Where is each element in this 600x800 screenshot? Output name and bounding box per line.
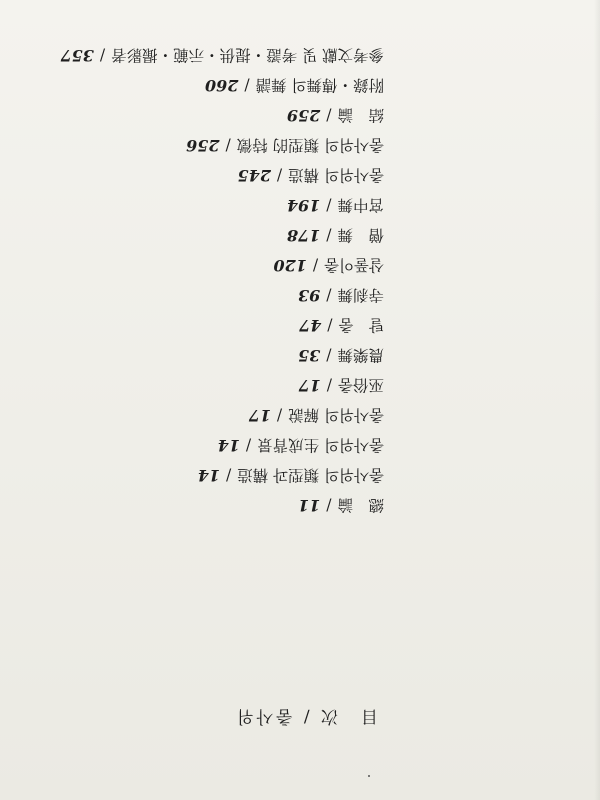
toc-entry-separator: /: [326, 106, 332, 124]
toc-entry-title: 宮中舞: [337, 196, 384, 214]
toc-entry-separator: /: [326, 376, 333, 394]
toc-entry-separator: /: [276, 406, 283, 424]
toc-title: 目 次 / 춤사위: [234, 706, 378, 726]
toc-entry-title: 춤사위의 類型的 特徵: [236, 136, 384, 154]
toc-entry-separator: /: [226, 466, 232, 484]
toc-entry-page-number: 14: [217, 436, 240, 455]
toc-entry-page-number: 93: [297, 286, 321, 305]
toc-entry-title: 巫俗춤: [338, 376, 384, 394]
toc-entry: [61, 430, 384, 460]
toc-entry-page-number: 194: [286, 196, 321, 215]
toc-entry-page-number: 245: [237, 166, 271, 185]
toc-entry: [61, 130, 384, 160]
toc-entry-title: 춤사위의 解說: [288, 406, 384, 424]
toc-entry: [61, 490, 384, 520]
toc-entry-separator: /: [326, 286, 332, 304]
toc-entry: [61, 400, 384, 430]
toc-entry-title: 춤사위의 類型과 構造: [237, 466, 384, 484]
toc-entry-title: 參考文獻 및 考證・提供・示範・撮影者: [111, 46, 384, 64]
toc-entry: [61, 370, 384, 400]
toc-entry-separator: /: [326, 226, 332, 244]
toc-entry-separator: /: [99, 46, 106, 64]
toc-entry: [61, 70, 384, 100]
toc-entry: [61, 160, 384, 190]
toc-entry-separator: /: [245, 436, 252, 454]
toc-entry-page-number: 11: [297, 496, 321, 515]
toc-entry-title: 農樂舞: [337, 346, 384, 364]
toc-entry-separator: /: [244, 76, 250, 94]
toc-entry-separator: /: [326, 196, 332, 214]
toc-list: [61, 40, 384, 520]
toc-entry-separator: /: [327, 316, 333, 334]
toc-entry: [61, 100, 384, 130]
toc-entry: [61, 340, 384, 370]
toc-entry: [61, 40, 384, 70]
toc-entry: [61, 310, 384, 340]
toc-entry-page-number: 17: [298, 376, 321, 395]
toc-entry-page-number: 259: [286, 106, 321, 125]
toc-entry-page-number: 47: [299, 316, 322, 335]
toc-entry-title: 살풀이춤: [324, 256, 384, 274]
toc-entry-separator: /: [276, 166, 283, 184]
toc-entry-separator: /: [312, 256, 319, 274]
toc-entry-page-number: 14: [197, 466, 221, 485]
toc-entry-page-number: 256: [186, 136, 220, 155]
toc-entry-page-number: 357: [60, 46, 94, 65]
toc-entry-separator: /: [326, 346, 332, 364]
toc-entry-page-number: 120: [273, 256, 307, 275]
toc-entry-separator: /: [225, 136, 231, 154]
toc-entry-title: 寺刹舞: [337, 286, 384, 304]
toc-entry-page-number: 260: [204, 76, 239, 95]
toc-entry: [61, 220, 384, 250]
toc-entry: [61, 190, 384, 220]
toc-entry-title: 結 論: [337, 106, 384, 124]
toc-entry-title: 탈 춤: [338, 316, 384, 334]
toc-entry: [61, 280, 384, 310]
toc-entry-title: 總 論: [337, 496, 384, 514]
toc-entry-page-number: 17: [248, 406, 271, 425]
toc-entry-title: 춤사위의 構造: [288, 166, 384, 184]
toc-entry: [61, 250, 384, 280]
toc-entry-page-number: 35: [297, 346, 321, 365]
toc-entry-page-number: 178: [286, 226, 321, 245]
toc-entry-separator: /: [326, 496, 332, 514]
toc-entry: [61, 460, 384, 490]
toc-entry-title: 僧 舞: [337, 226, 384, 244]
toc-entry-title: 附錄・傳舞의 舞譜: [255, 76, 384, 94]
toc-entry-title: 춤사위의 生成背景: [257, 436, 384, 454]
